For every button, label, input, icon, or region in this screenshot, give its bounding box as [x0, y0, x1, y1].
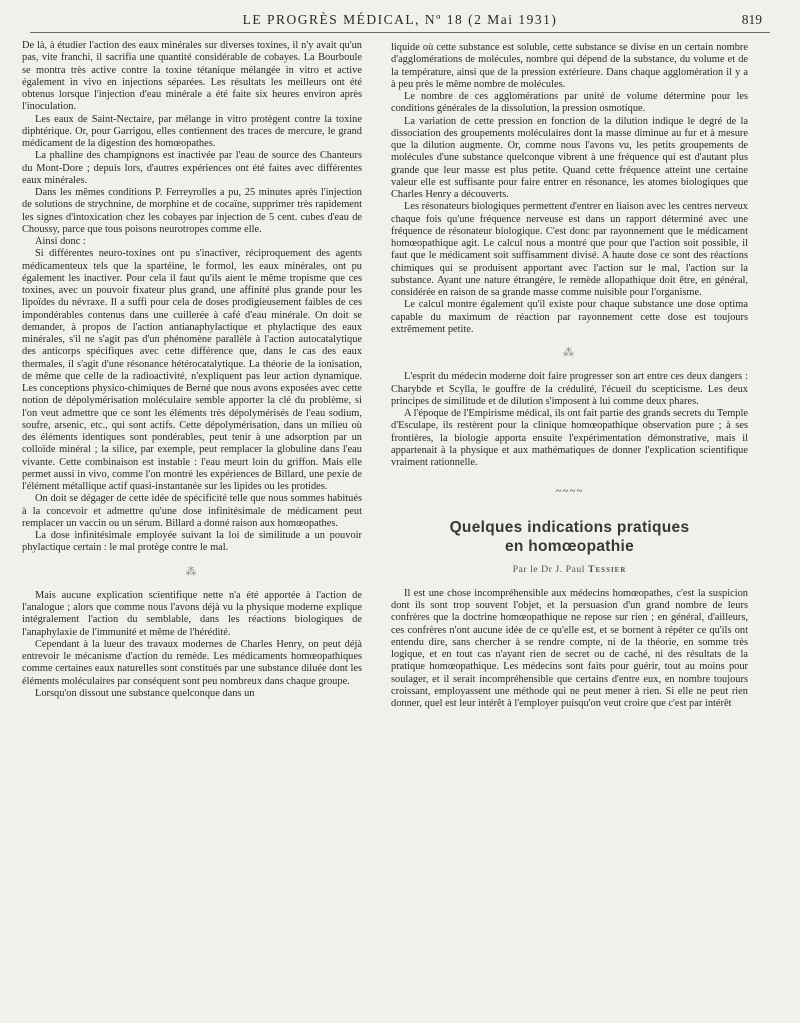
- article-paragraph: Il est une chose incompréhensible aux médecins homœopathes, c'est la suspicion dont ils sont trop souvent l'objet, et la persuasion d'un grand nombre de leurs confrères que la doctrine homœopathique ne repose sur rien ; en général, d'ailleurs, ces confrères n'ont aucune idée de ce qu'elle est, et se bornent à répéter ce qu'ils ont entendu dire, sans chercher à se rendre compte, ni de la théorie, en somme très logique, et en tout cas n'ayant rien de secret ou de caché, ni des résultats de la pratique homœopathique. Les médecins sont faits pour guérir, tout au moins pour soulager, et il serait incompréhensible que certains d'entre eux, en nombre toujours croissant, employassent une méthode qui ne peut mener à rien. Si elle ne peut rien donner, quel est leur intérêt à l'employer puisqu'on veut croire que c'est par intérêt: [391, 587, 748, 709]
- paragraph: A l'époque de l'Empirisme médical, ils ont fait partie des grands secrets du Temple d'Esculape, ils restèrent pour la clinique homœopathique observation pure ; à ses frontières, la biologie apporta ensuite l'expérimentation démonstrative, mais il appartenait à la physique et aux mathématiques de donner l'explication scientifique vraiment rationnelle.: [391, 408, 748, 468]
- article-title: [391, 518, 748, 556]
- section-separator: ⁂: [563, 347, 576, 359]
- paragraph: Les résonateurs biologiques permettent d'entrer en liaison avec les centres nerveux chaque fois qu'une fréquence nerveuse est dans un rapport déterminé avec une fréquence de résonateur biologique. C'est donc par rayonnement que le médicament homœopathique agit. Le calcul nous a montré que pour que l'action soit possible, il faut que le médicament soit suffisamment divisé. A haute dose ce sont des réactions chimiques qui se produisent apportant avec l'action sur le mal, l'action sur la substance. Ayant une nature étrangère, le remède allopathique doit être, en général, considérée en raison de sa grande masse comme nuisible pour l'organisme.: [391, 201, 748, 298]
- page-header: [30, 12, 770, 33]
- paragraph: L'esprit du médecin moderne doit faire progresser son art entre ces deux dangers : Charybde et Scylla, le gouffre de la crédulité, l'écueil du scepticisme. Les deux principes de similitude et de dilution s'imposent à lui comme deux phares.: [391, 371, 748, 407]
- author-name: Tessier: [587, 563, 627, 575]
- paragraph: liquide où cette substance est soluble, cette substance se divise en un certain nombre d'agglomérations de molécules, nombre qui dépend de la substance, du volume et de la température, ainsi que de la pression extérieure. Dans chaque agglomération il y a à peu près le même nombre de molécules.: [391, 42, 748, 90]
- paragraph: Si différentes neuro-toxines ont pu s'inactiver, réciproquement des agents médicamenteux tels que la spartéine, le formol, les eaux minérales, ont pu également les inactiver. Pour cela il faut qu'ils aient le même tropisme que ces toxines, avec un pouvoir fixateur plus grand, une affinité plus grande pour les lipoïdes du névraxe. Il a suffi pour cela de doses prodigieusement faibles de ces impondérables contenus dans une cuillerée à café d'eau minérale. On doit se demander, à propos de l'action antianaphylactique et phylactique des eaux minérales, s'il ne s'agit pas d'un phénomène parallèle à l'action autocatalytique des anticorps spécifiques avec cette différence que, dans le cas des eaux thermales, il s'agit d'une résonance hétérocatalytique. La théorie de la ionisation, de même que celle de la radioactivité, n'expliquent pas leur action dynamique. Les conceptions physico-chimiques de Berné que nous avons exposées avec cette notion de dépolymérisation moléculaire semble apporter la clé du problème, si l'on veut admettre que ce sont les éléments très dépolymérisés de l'eau sodium, soufre, arsenic, etc., qui sont actifs. Cette dépolymérisation, dans un milieu où des éléments identiques sont pondérables, peut tenir à une adsorption par un colloïde minéral ; la silice, par exemple, peut remplacer la globuline dans l'eau vivante. Cette combinaison est instable : l'eau meurt loin du griffon. Mais elle permet aussi in vivo, comme l'on montré les expériences de Billard, une pexie de l'élément métallique actif quasi-instantanée sur les lipides ou les protides.: [22, 248, 362, 492]
- left-column: [22, 40, 362, 700]
- section-separator: ⁂: [185, 565, 199, 578]
- right-column: [391, 42, 748, 710]
- paragraph: Ainsi donc :: [35, 236, 86, 247]
- ornament-divider: ~~~~: [555, 485, 584, 498]
- paragraph: Mais aucune explication scientifique nette n'a été apportée à l'action de l'analogue ; alors que comme nous l'avons déjà vu la physique moderne explique intégralement l'action du semblable, dans les réactions biologiques de l'anaphylaxie de l'immunité et même de l'hérédité.: [22, 589, 362, 638]
- byline-prefix: Par le Dr J. Paul: [512, 563, 586, 575]
- article-title-line: Quelques indications pratiques: [449, 518, 690, 536]
- paragraph: Le nombre de ces agglomérations par unité de volume détermine pour les conditions générales de la dissolution, la pression osmotique.: [391, 91, 748, 115]
- page-number: 819: [741, 12, 762, 27]
- paragraph: On doit se dégager de cette idée de spécificité telle que nous sommes habitués à la concevoir et admettre qu'une dose infinitésimale de médicament peut remplacer un vaccin ou un sérum. Billard a donné raison aux homœopathes.: [22, 493, 362, 529]
- paragraph: Dans les mêmes conditions P. Ferreyrolles a pu, 25 minutes après l'injection de solutions de strychnine, de morphine et de cocaïne, supprimer très rapidement les signes d'intoxication chez les cobayes par injection de 5 cent. cubes d'eau de Choussy, parce que tous poisons neurotropes comme elle.: [22, 187, 362, 235]
- paragraph: La dose infinitésimale employée suivant la loi de similitude a un pouvoir phylactique certain : le mal protège contre le mal.: [22, 530, 362, 554]
- paragraph: Cependant à la lueur des travaux modernes de Charles Henry, on peut déjà entrevoir le mécanisme d'action du remède. Les médicaments homœopathiques comme certaines eaux naturelles sont constitués par une substance diluée dont les éléments moléculaires par conséquent sont peu nombreux dans chaque groupe.: [22, 638, 362, 687]
- paragraph: De là, à étudier l'action des eaux minérales sur diverses toxines, il n'y avait qu'un pas, vite franchi, il sacrifia une quantité considérable de cobayes. La Bourboule se montra très active contre la toxine tétanique mélangée in vitro et active également in vivo en injections séparées. Les résultats les meilleurs ont été obtenus lorsque l'injection d'eau minérale a été faite six heures environ après l'inoculation.: [22, 40, 362, 113]
- paragraph: Le calcul montre également qu'il existe pour chaque substance une dose optima capable du maximum de réaction par rayonnement cette dose est toujours extrêmement petite.: [391, 299, 748, 335]
- article-byline: [391, 564, 748, 576]
- paragraph: Les eaux de Saint-Nectaire, par mélange in vitro protègent contre la toxine diphtérique. Or, pour Garrigou, elles contiennent des traces de mercure, le grand médicament de la digestion des homœopathes.: [22, 113, 362, 149]
- article-title-line: en homœopathie: [504, 537, 635, 555]
- journal-title: LE PROGRÈS MÉDICAL, Nº 18 (2 Mai 1931): [242, 12, 558, 27]
- paragraph: Lorsqu'on dissout une substance quelconque dans un: [35, 687, 255, 699]
- paragraph: La phalline des champignons est inactivée par l'eau de source des Chanteurs du Mont-Dore ; depuis lors, d'autres expériences ont été faites avec différentes eaux minérales.: [22, 150, 362, 186]
- paragraph: La variation de cette pression en fonction de la dilution indique le degré de la dissociation des groupements moléculaires dont la masse diminue au fur et à mesure que la dilution augmente. Or, comme nous l'avons vu, les petits groupements de molécules d'une substance quelconque vibrent à une fréquence qui est d'autant plus grande que leur masse est plus petite. Quand cette fréquence atteint une certaine valeur elle est suffisante pour faire entrer en résonance, les atomes biologiques que Charles Henry a découverts.: [391, 115, 748, 200]
